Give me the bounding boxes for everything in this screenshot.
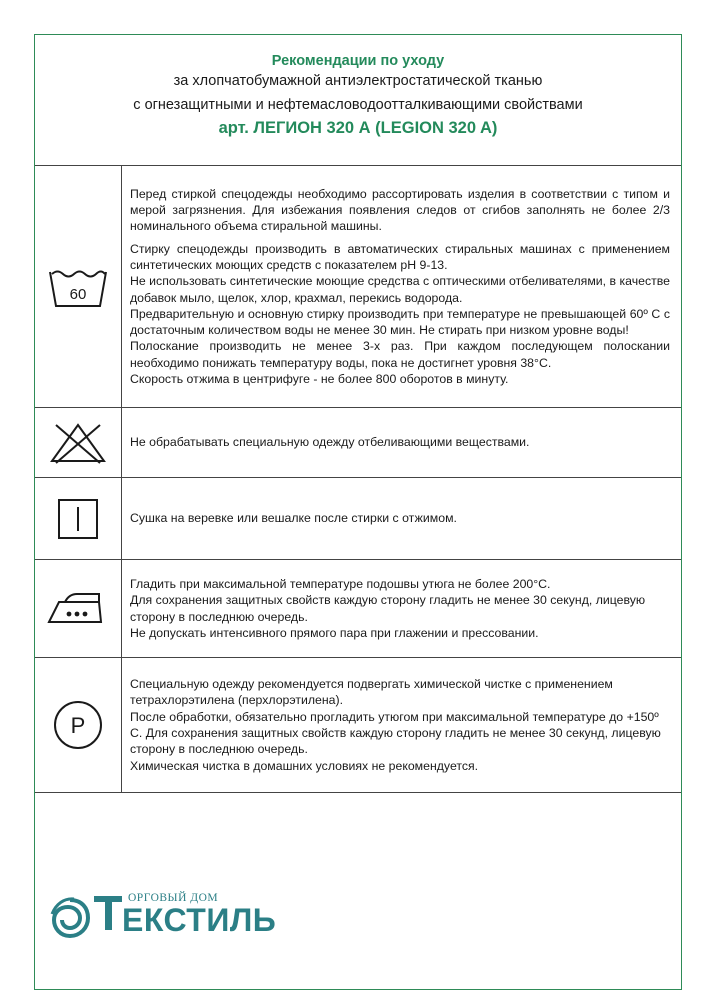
text-cell xyxy=(130,560,670,657)
wash-paragraph-3: Не использовать синтетические моющие средства с оптическими отбеливателями, в качестве добавок мыло, щелок, хлор, крахмал, перекись водорода. xyxy=(130,274,670,305)
company-logo xyxy=(48,888,277,948)
dry-clean-letter: P xyxy=(70,713,86,738)
wash-paragraph-1: Перед стиркой спецодежды необходимо рассортировать изделия в соответствии с типом и мерой загрязнения. Для избежания появления следов от сгибов заполнять не более 2/3 номинального объема стиральной машины. xyxy=(130,186,670,234)
document-frame xyxy=(34,34,682,990)
dryclean-instructions xyxy=(130,676,670,774)
dry-clean-p-icon xyxy=(52,699,104,751)
no-bleach-icon xyxy=(46,421,110,465)
iron-three-dots-icon xyxy=(45,590,111,628)
care-row-dry xyxy=(35,477,681,559)
iron-line-2: Для сохранения защитных свойств каждую сторону гладить не менее 30 секунд, лицевую сторону в последнюю очередь. xyxy=(130,593,646,624)
text-cell xyxy=(130,166,670,407)
iron-instructions xyxy=(130,576,670,641)
icon-cell xyxy=(35,408,122,477)
document-title: Рекомендации по уходу xyxy=(271,53,445,69)
care-row-dryclean xyxy=(35,657,681,793)
wash-instructions xyxy=(130,186,670,388)
iron-line-3: Не допускать интенсивного прямого пара при глажении и прессовании. xyxy=(130,625,539,640)
text-cell xyxy=(130,658,670,792)
logo-main-text: ЕКСТИЛЬ xyxy=(122,902,277,938)
wash-paragraph-5: Полоскание производить не менее 3-х раз. При каждом последующем полоскании необходимо понижать температуру воды, пока не достигнет уровня 38°С. xyxy=(130,339,670,370)
icon-cell xyxy=(35,166,122,407)
article-number: арт. ЛЕГИОН 320 А (LEGION 320 A) xyxy=(218,119,498,137)
care-row-wash xyxy=(35,165,681,407)
icon-cell xyxy=(35,560,122,657)
subtitle-line-1: за хлопчатобумажной антиэлектростатической тканью xyxy=(173,73,543,89)
wash-temp-label: 60 xyxy=(69,285,87,303)
dryclean-line-3: Химическая чистка в домашних условиях не рекомендуется. xyxy=(130,758,479,773)
logo-top-text: ОРГОВЫЙ ДОМ xyxy=(128,892,219,904)
line-dry-icon xyxy=(56,497,100,541)
wash-paragraph-2: Стирку спецодежды производить в автоматических стиральных машинах с применением синтетических моющих средств с показателем рН 9-13. xyxy=(130,241,670,272)
dry-instruction: Сушка на веревке или вешалке после стирки с отжимом. xyxy=(130,511,457,526)
wash-paragraph-6: Скорость отжима в центрифуге - не более 800 оборотов в минуту. xyxy=(130,371,509,386)
icon-cell xyxy=(35,478,122,559)
spiral-logo-icon xyxy=(48,896,92,940)
bleach-instruction: Не обрабатывать специальную одежду отбеливающими веществами. xyxy=(130,435,530,450)
dryclean-line-2: После обработки, обязательно прогладить утюгом при максимальной температуре до +150º С. Для сохранения защитных свойств каждую сторону гладить не менее 30 секунд, лицевую сторону в последнюю очередь. xyxy=(130,709,661,757)
iron-line-1: Гладить при максимальной температуре подошвы утюга не более 200°С. xyxy=(130,576,551,591)
care-row-iron xyxy=(35,559,681,657)
wash-paragraph-4: Предварительную и основную стирку производить при температуре не превышающей 60º С с достаточным количеством воды не менее 30 мин. Не стирать при низком уровне воды! xyxy=(130,306,670,338)
care-row-bleach xyxy=(35,407,681,477)
text-cell xyxy=(130,478,670,559)
subtitle-line-2: с огнезащитными и нефтемасловодоотталкивающими свойствами xyxy=(133,97,583,113)
dryclean-line-1: Специальную одежду рекомендуется подвергать химической чистке с применением тетрахлорэтилена (перхлорэтилена). xyxy=(130,677,613,708)
wash-60-icon xyxy=(47,266,109,308)
logo-t-letter xyxy=(94,890,124,930)
icon-cell xyxy=(35,658,122,792)
text-cell xyxy=(130,408,670,477)
